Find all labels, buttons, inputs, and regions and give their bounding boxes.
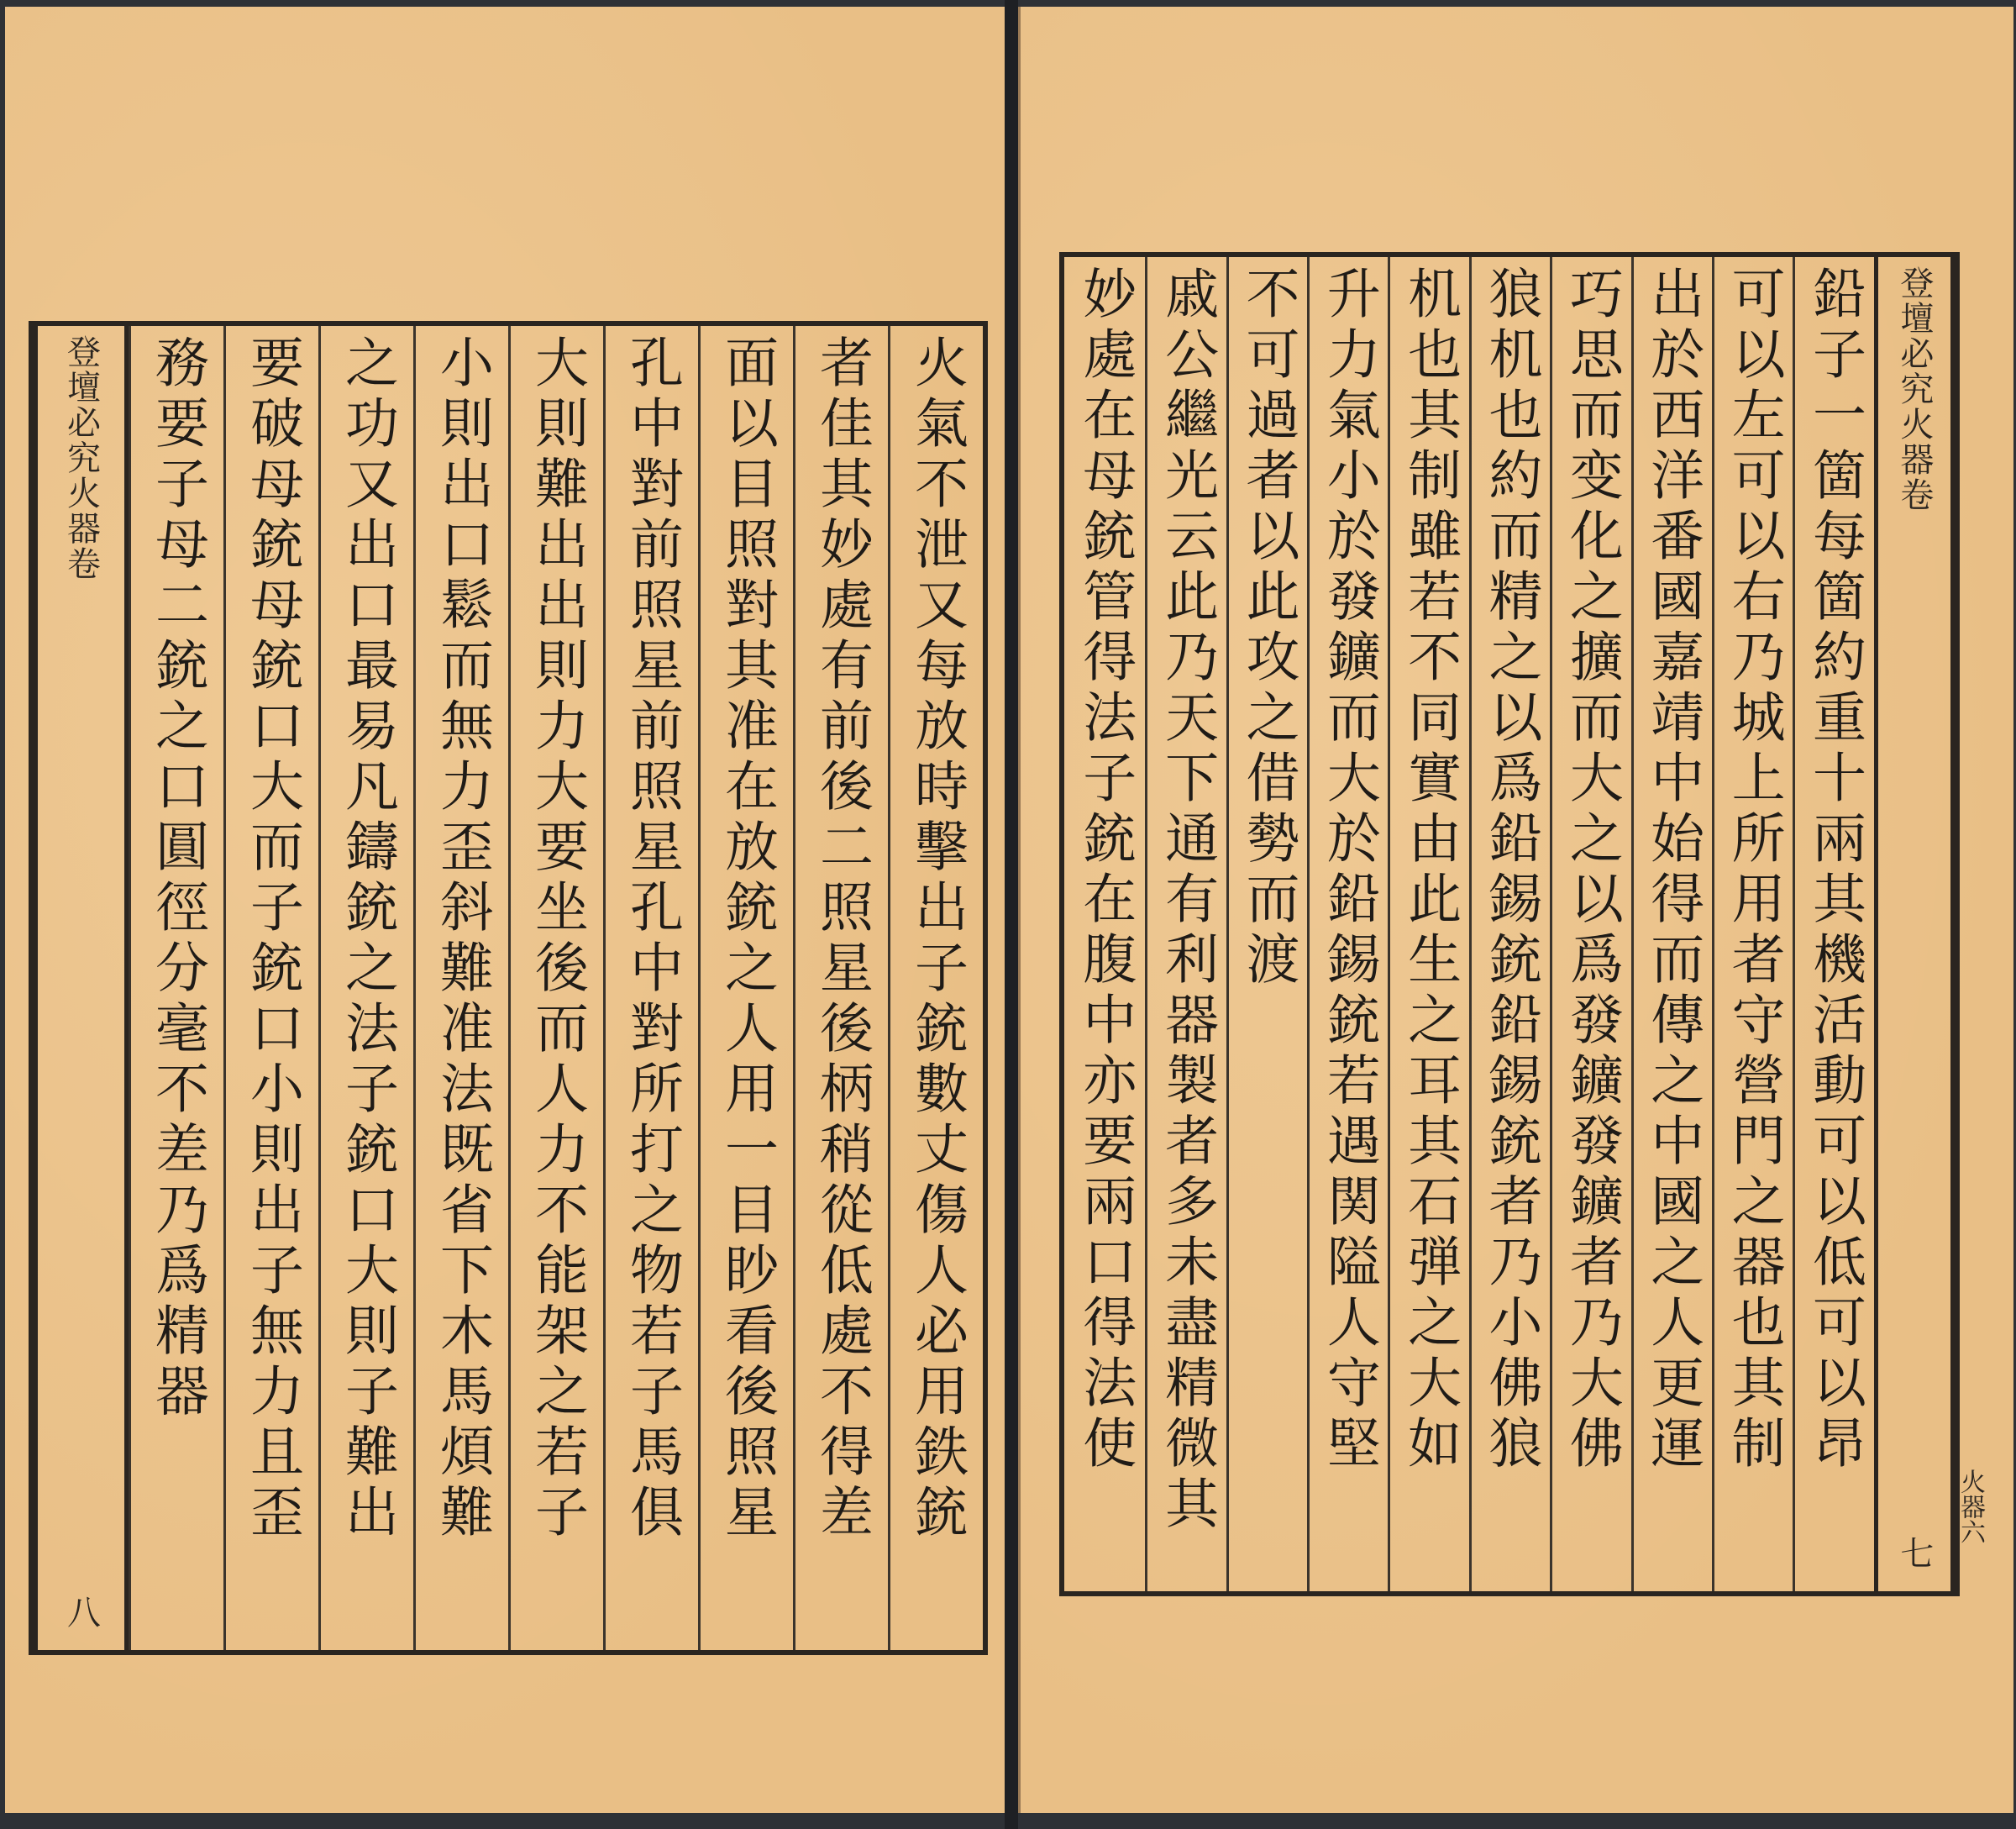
text-column: 要破母銃母銃口大而子銃口小則出子無力且歪 [223, 326, 318, 1650]
book-title: 登壇必究 [1894, 265, 1934, 407]
text-column: 者佳其妙處有前後二照星後柄稍從低處不得差 [793, 326, 888, 1650]
text-column: 小則出口鬆而無力歪斜難准法既省下木馬煩難 [413, 326, 508, 1650]
section-title: 火器卷 [61, 476, 101, 581]
margin-sub-label: 火器六 [1956, 1469, 1985, 1544]
text-column: 出於西洋番國嘉靖中始得而傳之中國之人更運 [1631, 257, 1712, 1591]
book-title: 登壇必究 [61, 334, 101, 476]
text-column: 戚公繼光云此乃天下通有利器製者多未盡精微其 [1145, 257, 1226, 1591]
text-column: 升力氣小於發鑛而大於鉛錫銃若遇関隘人守堅 [1307, 257, 1388, 1591]
text-column: 大則難出出則力大要坐後而人力不能架之若子 [508, 326, 603, 1650]
right-page [1018, 7, 2013, 1813]
left-page-columns [34, 326, 983, 1650]
text-column: 務要子母二銃之口圓徑分毫不差乃爲精器 [129, 326, 223, 1650]
text-column: 孔中對前照星前照星孔中對所打之物若子馬俱 [603, 326, 698, 1650]
right-page-frame [1059, 252, 1960, 1596]
text-column: 火氣不泄又每放時擊出子銃數丈傷人必用鉄銃 [888, 326, 983, 1650]
folio-number: 七 [1894, 1536, 1934, 1571]
folio-number: 八 [61, 1595, 101, 1630]
text-column: 妙處在母銃管得法子銃在腹中亦要兩口得法使 [1074, 265, 1137, 1475]
left-page-frame [29, 321, 988, 1655]
text-column: 面以目照對其准在放銃之人用一目眇看後照星 [698, 326, 793, 1650]
text-column: 巧思而变化之擴而大之以爲發鑛發鑛者乃大佛 [1550, 257, 1630, 1591]
text-column: 鉛子一箇每箇約重十兩其機活動可以低可以昂 [1793, 257, 1873, 1591]
section-title: 火器卷 [1894, 407, 1934, 512]
text-column: 狼机也約而精之以爲鉛錫銃鉛錫銃者乃小佛狼 [1469, 257, 1550, 1591]
text-column: 不可過者以此攻之借勢而渡 [1226, 257, 1307, 1591]
text-column: 可以左可以右乃城上所用者守營門之器也其制 [1712, 257, 1793, 1591]
right-page-columns [1064, 257, 1955, 1591]
left-page [5, 7, 1007, 1813]
text-column: 之功又出口最易凡鑄銃之法子銃口大則子難出 [318, 326, 413, 1650]
book-gutter [1005, 0, 1018, 1829]
text-column: 机也其制雖若不同實由此生之耳其石弾之大如 [1388, 257, 1468, 1591]
center-margin-column [34, 326, 129, 1650]
center-margin-column [1874, 257, 1955, 1591]
